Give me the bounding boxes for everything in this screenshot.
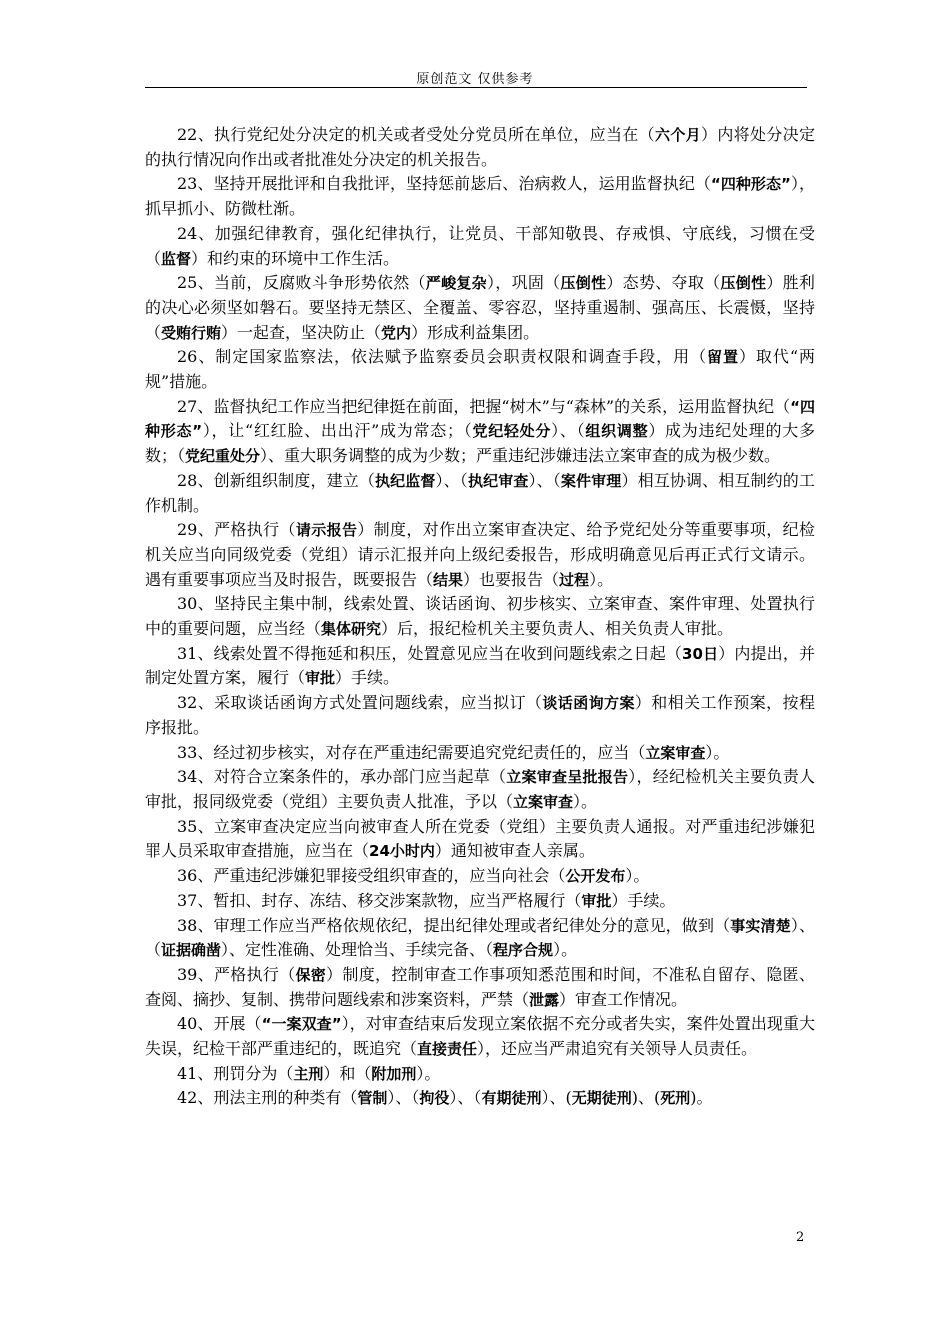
- answer-text: 主刑: [293, 1064, 324, 1083]
- question-text: 38、审理工作应当严格依规依纪，提出纪律处理或者纪律处分的意见，做到（: [177, 915, 731, 935]
- question-paragraph: [145, 1062, 815, 1087]
- question-text: ）、（: [449, 1088, 482, 1108]
- question-paragraph: [145, 469, 815, 518]
- question-paragraph: [145, 518, 815, 592]
- question-text: 23、坚持开展批评和自我批评，坚持惩前毖后、治病救人，运用监督执纪（: [177, 174, 711, 194]
- answer-text: 过程: [559, 570, 590, 589]
- question-text: 22、执行党纪处分决定的机关或者受处分党员所在单位，应当在（: [177, 125, 655, 144]
- question-paragraph: [145, 1086, 815, 1111]
- question-text: ）、（: [528, 470, 561, 490]
- question-text: ），经纪检机关主要负责人审批，报同级党委（党组）主要负责人批准，予以（: [145, 767, 815, 811]
- answer-text: 审批: [581, 891, 612, 910]
- answer-text: 谈话函询方案: [542, 694, 635, 713]
- question-text: ）。: [705, 742, 730, 762]
- question-text: ）制度，对作出立案审查决定、给予党纪处分等重要事项，纪检机关应当向同级党委（党组）请示汇报并向上级纪委报告，形成明确意见后再正式行文请示。遇有重要事项应当及时报告，既要报告（: [145, 520, 815, 589]
- question-text: ）、（: [551, 421, 586, 441]
- question-text: )。: [690, 1088, 713, 1108]
- question-text: 27、监督执纪工作应当把纪律挺在前面，把握“树木”与“森林”的关系，运用监督执纪（: [177, 396, 791, 416]
- question-text: 30、坚持民主集中制，线索处置、谈话函询、初步核实、立案审查、案件审理、处置执行中的重要问题，应当经（: [145, 594, 815, 639]
- question-text: ）取代“两规”措施。: [145, 347, 815, 392]
- answer-text: 事实清楚: [730, 916, 791, 935]
- answer-text: 结果: [433, 570, 464, 589]
- answer-text: 执纪监督: [374, 471, 436, 490]
- answer-text: 拘役: [419, 1089, 450, 1108]
- page-header: 原创范文 仅供参考: [416, 72, 534, 87]
- answer-text: 请示报告: [295, 521, 358, 540]
- question-text: ），让“红红脸、出出汗”成为常态；（: [202, 421, 473, 441]
- answer-text: 泄露: [529, 990, 560, 1009]
- answer-text: 审批: [305, 669, 336, 688]
- answer-text: 死刑: [660, 1089, 691, 1108]
- question-text: ）、定性准确、处理恰当、手续完备、（: [221, 940, 494, 960]
- answer-text: 监督: [161, 249, 192, 268]
- question-text: ）手续。: [335, 668, 400, 688]
- question-text: ）。: [589, 569, 614, 589]
- question-text: ）、（: [387, 1088, 420, 1108]
- answer-text: 立案审查: [513, 792, 574, 811]
- question-text: ）胜利的决心必须坚如磐石。要坚持无禁区、全覆盖、零容忍，坚持重遏制、强高压、长震慑，坚持（: [145, 273, 815, 342]
- answer-text: 保密: [295, 965, 327, 984]
- question-text: ）、重大职务调整的成为少数；严重违纪涉嫌违法立案审查的成为极少数。: [260, 446, 781, 466]
- answer-text: “四种形态”: [145, 397, 815, 441]
- question-paragraph: [145, 914, 815, 963]
- question-text: ）成为违纪处理的大多数；（: [145, 421, 815, 466]
- answer-text: 执纪审查: [467, 471, 529, 490]
- answer-text: 证据确凿: [161, 941, 222, 960]
- answer-text: 留置: [707, 348, 739, 367]
- question-text: ）和相关工作预案，按程序报批。: [145, 693, 815, 737]
- question-paragraph: [145, 642, 815, 691]
- question-text: ），对审查结束后发现立案依据不充分或者失实，案件处置出现重大失误，纪检干部严重违纪的，既追究（: [145, 1014, 815, 1059]
- answer-text: 压倒性: [560, 274, 607, 293]
- question-text: 29、严格执行（: [177, 520, 296, 540]
- question-text: 35、立案审查决定应当向被审查人所在党委（党组）主要负责人通报。对严重违纪涉嫌犯罪人员采取审查措施，应当在（: [145, 816, 815, 861]
- question-text: ）形成利益集团。: [411, 322, 540, 342]
- answer-text: 案件审理: [560, 471, 622, 490]
- question-text: 39、严格执行（: [177, 964, 296, 984]
- answer-text: 无期徒刑: [571, 1089, 632, 1108]
- document-body: [145, 123, 815, 1111]
- question-paragraph: [145, 271, 815, 345]
- question-text: ）。: [553, 940, 578, 960]
- question-text: 24、加强纪律教育，强化纪律执行，让党员、干部知敬畏、存戒惧、守底线，习惯在受（: [145, 223, 815, 268]
- question-text: ）和（: [323, 1063, 372, 1083]
- question-paragraph: [145, 345, 815, 394]
- answer-text: 程序合规: [493, 941, 554, 960]
- question-text: ）。: [625, 866, 650, 886]
- question-text: ）一起查，坚决防止（: [221, 322, 382, 342]
- answer-text: “一案双查”: [261, 1015, 342, 1034]
- header-rule: [145, 87, 807, 88]
- answer-text: 党纪重处分: [185, 447, 261, 466]
- answer-text: 有期徒刑: [481, 1089, 542, 1108]
- page-number: 2: [796, 1230, 805, 1245]
- question-paragraph: [145, 123, 815, 172]
- answer-text: 24小时内: [369, 842, 435, 861]
- answer-text: 党纪轻处分: [472, 422, 552, 441]
- question-paragraph: [145, 963, 815, 1012]
- question-text: ）、（: [435, 470, 468, 490]
- question-text: 33、经过初步核实，对存在严重违纪需要追究党纪责任的，应当（: [177, 742, 646, 762]
- question-text: 28、创新组织制度，建立（: [177, 470, 375, 490]
- question-text: ）审查工作情况。: [559, 989, 688, 1009]
- question-text: 36、严重违纪涉嫌犯罪接受组织审查的，应当向社会（: [177, 866, 566, 886]
- question-text: ）态势、夺取（: [606, 273, 721, 293]
- question-text: ）内提出，并制定处置方案，履行（: [145, 643, 815, 688]
- question-paragraph: [145, 815, 815, 864]
- question-text: ）后，报纪检机关主要负责人、相关负责人审批。: [381, 619, 734, 639]
- question-text: )、(: [631, 1088, 661, 1108]
- question-text: ），抓早抓小、防微杜渐。: [145, 174, 815, 219]
- question-text: 31、线索处置不得拖延和积压，处置意见应当在收到问题线索之日起（: [177, 643, 683, 663]
- question-text: ）手续。: [611, 890, 676, 910]
- question-text: ）。: [573, 791, 598, 811]
- answer-text: 六个月: [654, 126, 701, 144]
- question-paragraph: [145, 765, 815, 814]
- answer-text: 组织调整: [585, 422, 649, 441]
- question-text: ）通知被审查人亲属。: [434, 841, 595, 861]
- answer-text: 公开发布: [565, 867, 626, 886]
- question-text: 32、采取谈话函询方式处置问题线索，应当拟订（: [177, 693, 543, 713]
- answer-text: 立案审查: [645, 743, 706, 762]
- answer-text: 压倒性: [720, 274, 767, 293]
- question-text: 37、暂扣、封存、冻结、移交涉案款物，应当严格履行（: [177, 890, 582, 910]
- answer-text: 30日: [682, 644, 719, 663]
- answer-text: 管制: [357, 1089, 388, 1108]
- answer-text: 严峻复杂: [425, 274, 487, 293]
- question-text: ），还应当严肃追究有关领导人员责任。: [477, 1039, 758, 1059]
- question-paragraph: [145, 172, 815, 221]
- question-text: ），巩固（: [486, 273, 561, 293]
- question-paragraph: [145, 592, 815, 641]
- question-paragraph: [145, 741, 815, 766]
- answer-text: 立案审查呈批报告: [506, 768, 629, 787]
- question-text: 42、刑法主刑的种类有（: [177, 1088, 358, 1108]
- question-text: ）、(: [541, 1088, 572, 1108]
- question-text: 34、对符合立案条件的，承办部门应当起草（: [177, 767, 507, 787]
- question-paragraph: [145, 889, 815, 914]
- question-text: ）制度，控制审查工作事项知悉范围和时间，不准私自留存、隐匿、查阅、摘抄、复制、携带问题线索和涉案资料，严禁（: [145, 964, 815, 1009]
- question-text: 40、开展（: [177, 1014, 262, 1034]
- question-paragraph: [145, 1012, 815, 1061]
- answer-text: “四种形态”: [710, 175, 791, 194]
- answer-text: 直接责任: [417, 1040, 478, 1059]
- question-paragraph: [145, 222, 815, 271]
- question-paragraph: [145, 864, 815, 889]
- question-text: ）也要报告（: [463, 569, 560, 589]
- answer-text: 附加刑: [371, 1064, 417, 1083]
- question-text: 41、刑罚分为（: [177, 1063, 294, 1083]
- answer-text: 集体研究: [321, 620, 382, 639]
- question-text: ）和约束的环境中工作生活。: [191, 248, 400, 268]
- answer-text: 党内: [381, 323, 412, 342]
- question-text: ）。: [416, 1063, 441, 1083]
- answer-text: 受贿行贿: [161, 323, 222, 342]
- question-text: ）相互协调、相互制约的工作机制。: [145, 470, 815, 515]
- question-paragraph: [145, 395, 815, 469]
- question-text: 25、当前，反腐败斗争形势依然（: [177, 273, 426, 293]
- question-text: 26、制定国家监察法，依法赋予监察委员会职责权限和调查手段，用（: [177, 347, 708, 367]
- question-text: ）内将处分决定的执行情况向作出或者批准处分决定的机关报告。: [145, 125, 815, 169]
- question-paragraph: [145, 691, 815, 740]
- question-text: ）、（: [145, 915, 815, 960]
